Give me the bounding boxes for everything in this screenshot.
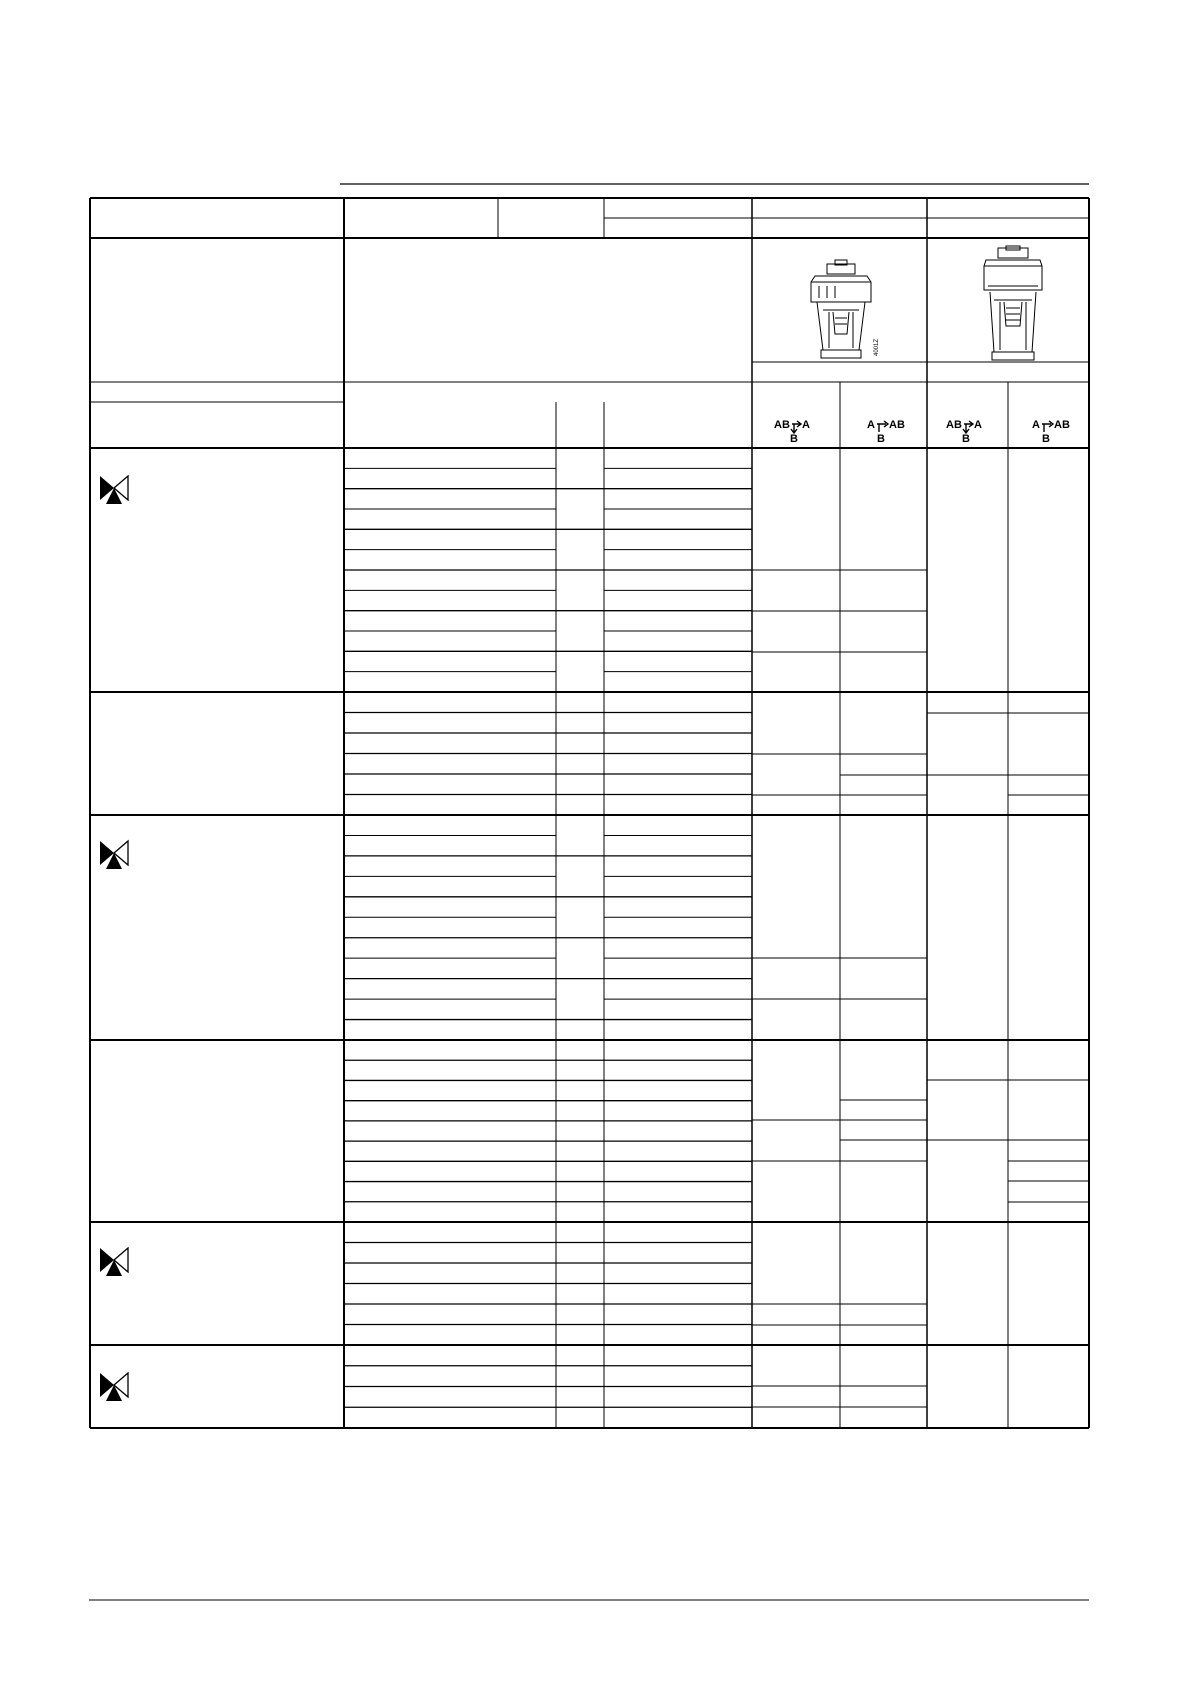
flow-outlet-label: A [802, 419, 810, 431]
flow-inlet-label: AB [774, 419, 790, 431]
three-way-valve-icon [100, 476, 128, 504]
flow-outlet-label: AB [1054, 419, 1070, 431]
flow-arrow-icon [963, 421, 973, 433]
flow-direction-symbol [946, 419, 982, 445]
flow-direction-symbol [1032, 419, 1070, 445]
combination-table [90, 198, 1089, 1428]
flow-arrow-icon [791, 421, 801, 433]
three-way-valve-icon [100, 841, 128, 869]
three-way-valve-icon [100, 1248, 128, 1276]
flow-branch-label: B [1042, 433, 1050, 445]
actuator-illustration-small [811, 260, 871, 358]
flow-arrow-icon [877, 421, 888, 432]
flow-direction-symbol [774, 419, 810, 445]
flow-branch-label: B [790, 433, 798, 445]
flow-arrow-icon [1042, 421, 1053, 432]
image-code: 4001Z [874, 338, 880, 356]
actuator-illustration-large [984, 246, 1042, 360]
three-way-valve-icon [100, 1373, 128, 1401]
flow-inlet-label: A [867, 419, 875, 431]
flow-inlet-label: A [1032, 419, 1040, 431]
flow-inlet-label: AB [946, 419, 962, 431]
flow-direction-symbol [867, 419, 905, 445]
flow-outlet-label: AB [889, 419, 905, 431]
flow-branch-label: B [877, 433, 885, 445]
flow-branch-label: B [962, 433, 970, 445]
flow-outlet-label: A [974, 419, 982, 431]
